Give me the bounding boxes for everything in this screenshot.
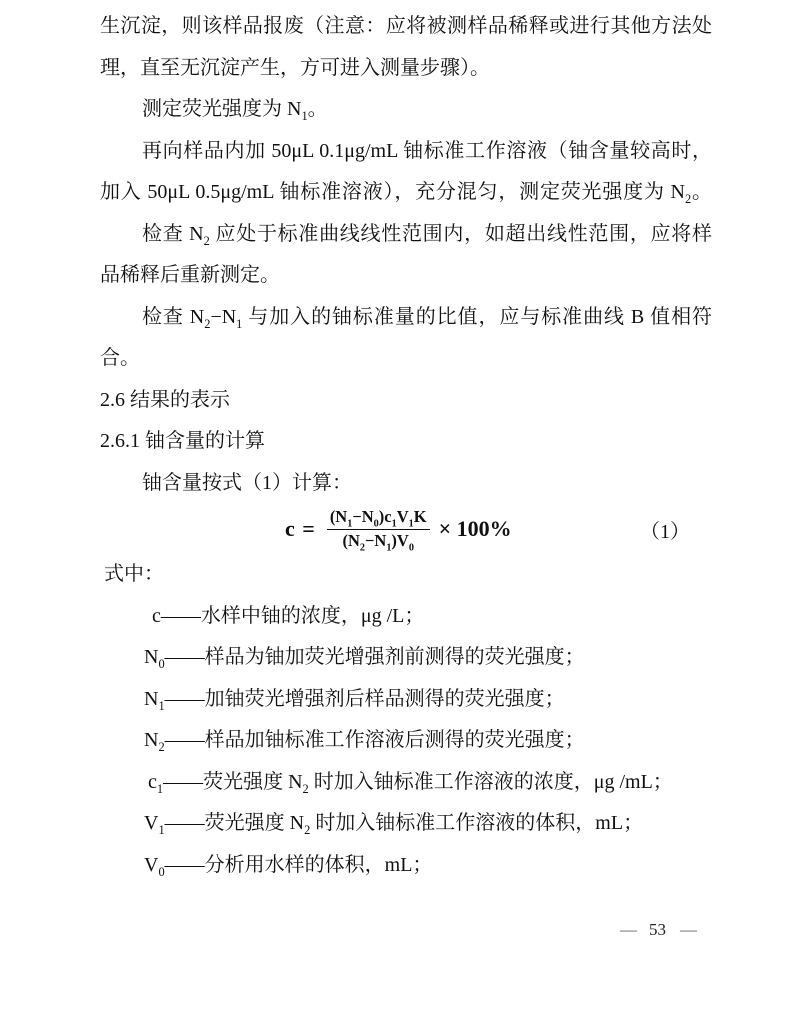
text-line: 加入 50μL 0.5μg/mL 铀标准溶液），充分混匀，测定荧光强度为 $N_2$。 [100,181,712,206]
page-content [100,6,712,886]
text-line: 合。 [100,347,140,369]
text-line: 铀含量按式（1）计算： [142,471,352,494]
definition-line: $N_1——$加铀荧光增强剂后样品测得的荧光强度； [144,687,565,713]
formula-equation [285,504,712,554]
text-line: 检查 $N_2$ 应处于标准曲线线性范围内，如超出线性范围，应将样 [142,222,712,248]
definition-line: $c_1——$荧光强度 $N_2$ 时加入铀标准工作溶液的浓度，μg /mL； [148,770,673,796]
formula-fraction [327,508,430,551]
fraction-numerator: $(N_1-N_0)c_1V_1K$ [327,508,430,530]
text-line: 测定荧光强度为 $N_1$。 [142,98,328,123]
section-heading-2-6-1: 2.6.1 铀含量的计算 [100,430,265,452]
definition-line: c——水样中铀的浓度，μg /L； [152,604,425,627]
page-footer [620,920,695,940]
definition-line: $V_0——$分析用水样的体积，mL； [144,853,433,879]
fraction-denominator: $(N_2-N_1)V_0$ [342,530,414,553]
footer-dash-left: — [620,920,635,939]
text-line: 检查 $N_2-N_1$ 与加入的铀标准量的比值，应与标准曲线 B 值相符 [142,305,712,331]
page-number: 53 [649,920,666,939]
definition-line: $N_2——$样品加铀标准工作溶液后测得的荧光强度； [144,729,585,754]
definition-line: $V_1——$荧光强度 $N_2$ 时加入铀标准工作溶液的体积，mL； [144,812,644,837]
text-line: 品稀释后重新测定。 [100,264,280,286]
where-label: 式中： [104,563,164,585]
footer-dash-right: — [680,920,695,939]
definition-line: $N_0——$样品为铀加荧光增强剂前测得的荧光强度； [144,646,585,671]
formula-rhs: × 100% [438,516,512,541]
equation-number: （1） [640,520,690,543]
section-heading-2-6: 2.6 结果的表示 [100,388,230,411]
text-line: 理，直至无沉淀产生，方可进入测量步骤）。 [100,56,490,79]
formula-lhs: c = [285,516,316,541]
text-line: 生沉淀，则该样品报废（注意：应将被测样品稀释或进行其他方法处 [100,15,712,37]
text-line: 再向样品内加 50μL 0.1μg/mL 铀标准工作溶液（铀含量较高时， [142,139,712,162]
